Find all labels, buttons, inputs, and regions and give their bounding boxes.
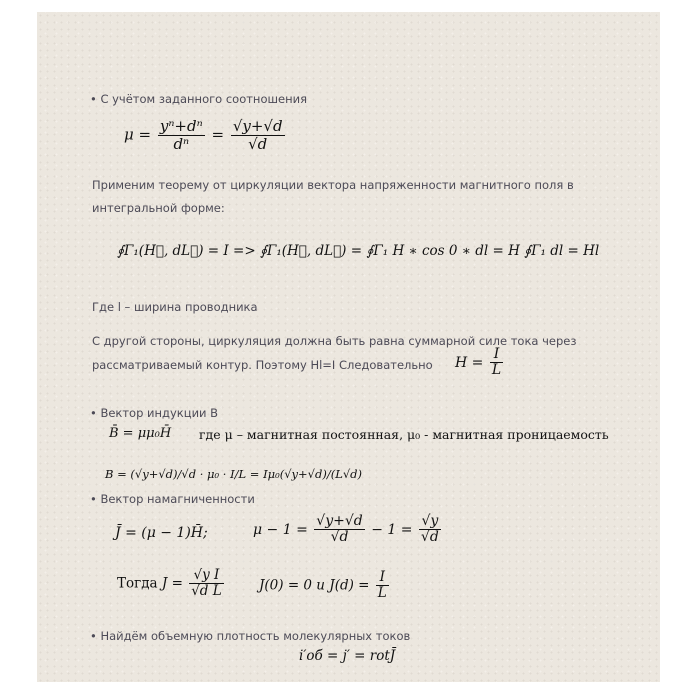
h-numerator: I [490, 347, 503, 363]
jd-numerator: I [376, 570, 389, 586]
togda-denominator: √d L [191, 582, 222, 599]
mu-fraction-2-denominator: √d [248, 134, 268, 153]
paragraph-other-side-line-1: С другой стороны, циркуляция должна быть равна суммарной силе тока через [92, 334, 577, 348]
togda-j-lhs: J = [161, 575, 183, 592]
j-boundary-text: J(0) = 0 и J(d) = [259, 577, 370, 594]
circulation-equation: ∮Γ₁(H⃗, dL⃗) = I => ∮Γ₁(H⃗, dL⃗) = ∮Γ₁ H ∗ cos 0 ∗ dl = H ∮Γ₁ dl = Hl [117, 243, 600, 259]
mu-minus-1-fraction [314, 514, 364, 546]
paragraph-circulation-line-1: Применим теорему от циркуляции вектора напряженности магнитного поля в [92, 178, 574, 192]
document-page [37, 12, 660, 682]
b-equation: B̄ = μμ₀H̄ [109, 426, 172, 441]
mu-fraction-2-numerator: √y+√d [232, 117, 283, 135]
jd-fraction [376, 570, 389, 601]
h-denominator: L [491, 362, 502, 379]
mu-fraction-1-numerator: yⁿ+dⁿ [159, 117, 203, 135]
bullet-magnetization-vector: • Вектор намагниченности [90, 492, 255, 506]
mu-minus-1-denominator: √d [330, 529, 349, 546]
h-lhs: H = [455, 354, 484, 371]
mu-equals: = [211, 125, 225, 144]
jd-denominator: L [377, 584, 387, 601]
paragraph-other-side-line-2: рассматриваемый контур. Поэтому Hl=I Следовательно [92, 358, 433, 372]
mu-minus-1-formula [253, 514, 443, 546]
where-l-width: Где l – ширина проводника [92, 300, 258, 314]
paragraph-circulation-line-2: интегральной форме: [92, 201, 225, 215]
togda-label: Тогда [117, 575, 158, 592]
mu-minus-1-result-numerator: √y [419, 514, 441, 530]
bullet-molecular-current-density: • Найдём объемную плотность молекулярных токов [90, 629, 411, 643]
mu-fraction-1-denominator: dⁿ [173, 134, 190, 153]
mu-minus-1-result-fraction [419, 514, 441, 546]
iob-equation: i′об = j′ = rotJ̄ [299, 648, 396, 664]
togda-formula [117, 568, 226, 599]
h-fraction [490, 347, 503, 379]
mu-lhs: μ = [124, 125, 152, 144]
b-formula: B = (√y+√d)/√d · μ₀ · I/L = Iμ₀(√y+√d)/(L√d) [105, 467, 363, 481]
mu-fraction-1 [158, 118, 205, 152]
bullet-induction-vector: • Вектор индукции B [90, 406, 219, 420]
mu-formula [124, 118, 287, 152]
mu-minus-1-result-denominator: √d [420, 529, 439, 546]
mu-minus-1-mid: − 1 = [371, 521, 413, 538]
j-boundary-values [259, 570, 391, 601]
mu-minus-1-numerator: √y+√d [316, 513, 363, 529]
togda-numerator: √y I [189, 568, 224, 584]
j-equation: J̄ = (μ − 1)H̄; [115, 525, 208, 541]
bullet-given-relation: • С учётом заданного соотношения [90, 92, 307, 106]
mu-minus-1-lhs: μ − 1 = [253, 521, 308, 538]
togda-fraction [189, 568, 224, 599]
mu-fraction-2 [231, 118, 285, 152]
b-where-text: где μ – магнитная постоянная, μ₀ - магнитная проницаемость [199, 427, 609, 442]
h-formula [455, 347, 505, 379]
